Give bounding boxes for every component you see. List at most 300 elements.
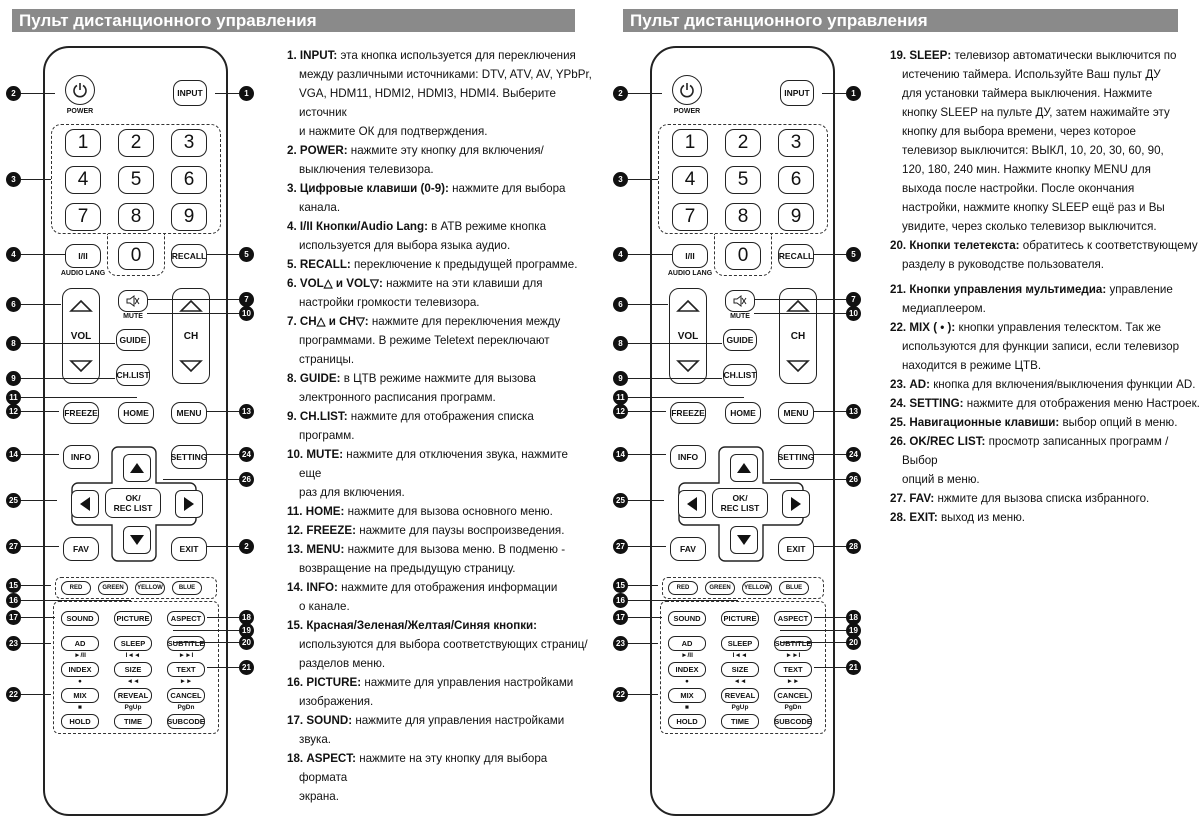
callout-4: 4: [6, 247, 21, 262]
ff-label: ►►: [179, 678, 193, 685]
description-line: [287, 749, 592, 787]
item-text: нажмите для отображения меню Настроек.: [963, 397, 1200, 410]
sleep-button[interactable]: SLEEP: [114, 636, 152, 651]
fav-button[interactable]: FAV: [670, 537, 706, 561]
callout-6: 6: [6, 297, 21, 312]
item-term: MIX ( • ):: [909, 321, 956, 334]
callout-line: [21, 304, 61, 305]
description-line: [890, 280, 1200, 299]
description-line: [287, 369, 592, 388]
callout-line: [814, 454, 846, 455]
recall-button[interactable]: RECALL: [778, 244, 814, 268]
description-item: [287, 521, 592, 540]
audio-lang-button[interactable]: I/II: [672, 244, 708, 268]
home-button[interactable]: HOME: [118, 402, 154, 424]
digit-6-button[interactable]: 6: [171, 166, 207, 194]
description-line: [890, 394, 1200, 413]
input-button[interactable]: INPUT: [780, 80, 814, 106]
play-label: ►/II: [681, 652, 693, 659]
callout-line: [207, 254, 239, 255]
rec-label: ●: [78, 678, 82, 685]
digit-3-button[interactable]: 3: [778, 129, 814, 157]
sound-button[interactable]: SOUND: [668, 611, 706, 626]
item-continuation: истечению таймера. Используйте Ваш пульт ДУ: [902, 68, 1161, 81]
right-page: [600, 0, 1200, 829]
item-continuation: настройки громкости телевизора.: [299, 296, 480, 309]
item-text: нажмите для управления настройками: [361, 676, 574, 689]
item-term: ASPECT:: [306, 752, 356, 765]
digit-2-button[interactable]: 2: [118, 129, 154, 157]
callout-line: [770, 479, 846, 480]
nav-right-button[interactable]: [175, 490, 203, 518]
callout-11: 11: [6, 390, 21, 405]
item-number: 4.: [287, 220, 297, 233]
reveal-button[interactable]: REVEAL: [721, 688, 759, 703]
time-button[interactable]: TIME: [721, 714, 759, 729]
item-term: RECALL:: [299, 258, 351, 271]
description-item: [287, 407, 592, 445]
aspect-button[interactable]: ASPECT: [774, 611, 812, 626]
arrow-up-icon: [737, 463, 751, 473]
callout-15: 15: [6, 578, 21, 593]
subtitle-button[interactable]: SUBTITLE: [774, 636, 812, 651]
callout-21: 21: [239, 660, 254, 675]
callout-10: 10: [846, 306, 861, 321]
size-button[interactable]: SIZE: [114, 662, 152, 677]
item-number: 18.: [287, 752, 304, 765]
item-number: 11.: [287, 505, 303, 518]
digit-5-button[interactable]: 5: [725, 166, 761, 194]
callout-27: 27: [6, 539, 21, 554]
callout-line: [173, 630, 239, 631]
menu-button[interactable]: MENU: [778, 402, 814, 424]
item-continuation: звука.: [299, 733, 332, 746]
arrow-down-icon: [130, 535, 144, 545]
callout-line: [814, 667, 846, 668]
callout-line: [754, 313, 846, 314]
callout-16: 16: [6, 593, 21, 608]
freeze-button[interactable]: FREEZE: [63, 402, 99, 424]
power-icon: [679, 82, 695, 98]
digit-3-button[interactable]: 3: [171, 129, 207, 157]
callout-17: 17: [613, 610, 628, 625]
callout-9: 9: [613, 371, 628, 386]
item-term: Красная/Зеленая/Желтая/Синяя кнопки:: [306, 619, 537, 632]
pgdn-label: PgDn: [784, 704, 802, 711]
item-number: 8.: [287, 372, 297, 385]
item-continuation: кнопку для выбора времени, через которое: [902, 125, 1136, 138]
description-line: [287, 711, 592, 730]
item-text: нажмите для переключения между: [368, 315, 561, 328]
item-number: 25.: [890, 416, 907, 429]
item-continuation: изображения.: [299, 695, 374, 708]
callout-7: 7: [239, 292, 254, 307]
description-list: [287, 46, 592, 806]
item-number: 9.: [287, 410, 297, 423]
description-item: [287, 141, 592, 179]
callout-21: 21: [846, 660, 861, 675]
setting-button[interactable]: SETTING: [171, 445, 207, 469]
digit-0-button[interactable]: 0: [118, 242, 154, 270]
item-continuation: телевизор выключится: ВЫКЛ, 10, 20, 30, 60, 90,: [902, 144, 1164, 157]
volume-down-icon: [676, 359, 700, 373]
callout-line: [628, 694, 658, 695]
setting-button[interactable]: SETTING: [778, 445, 814, 469]
recall-button[interactable]: RECALL: [171, 244, 207, 268]
item-number: 21.: [890, 283, 907, 296]
item-text: управление: [1106, 283, 1173, 296]
sound-button[interactable]: SOUND: [61, 611, 99, 626]
callout-line: [822, 93, 846, 94]
callout-9: 9: [6, 371, 21, 386]
rec-label: ●: [685, 678, 689, 685]
callout-13: 13: [846, 404, 861, 419]
ok-reclist-button[interactable]: [105, 488, 161, 518]
audio-lang-label: AUDIO LANG: [60, 270, 106, 277]
nav-left-button[interactable]: [678, 490, 706, 518]
description-line: [287, 46, 592, 65]
item-text: выбор опций в меню.: [1059, 416, 1178, 429]
item-text: кнопка для включения/выключения функции AD.: [929, 378, 1196, 391]
vol-label: VOL: [70, 330, 92, 342]
description-line: [890, 375, 1200, 394]
callout-line: [21, 454, 59, 455]
callout-23: 23: [613, 636, 628, 651]
volume-rocker[interactable]: [62, 288, 100, 384]
digit-1-button[interactable]: 1: [672, 129, 708, 157]
callout-line: [814, 254, 846, 255]
item-number: 19.: [890, 49, 907, 62]
callout-15: 15: [613, 578, 628, 593]
input-button[interactable]: INPUT: [173, 80, 207, 106]
menu-button[interactable]: MENU: [171, 402, 207, 424]
item-continuation: о канале.: [299, 600, 350, 613]
item-continuation: VGA, HDM11, HDMI2, HDMI3, HDMI4. Выберите источник: [299, 87, 556, 119]
picture-button[interactable]: PICTURE: [114, 611, 152, 626]
item-continuation: программами. В режиме Teletext переключают: [299, 334, 550, 347]
callout-line: [21, 378, 115, 379]
description-item: [287, 711, 592, 749]
nav-down-button[interactable]: [730, 526, 758, 554]
callout-line: [215, 93, 239, 94]
callout-5: 5: [239, 247, 254, 262]
description-line: [890, 432, 1200, 470]
aspect-button[interactable]: ASPECT: [167, 611, 205, 626]
item-continuation: опций в меню.: [902, 473, 980, 486]
description-item: [890, 46, 1200, 236]
description-line: [890, 318, 1200, 337]
index-button[interactable]: INDEX: [61, 662, 99, 677]
item-continuation: выключения телевизора.: [299, 163, 434, 176]
channel-rocker[interactable]: [779, 288, 817, 384]
home-button[interactable]: HOME: [725, 402, 761, 424]
item-continuation: настройки, нажмите кнопку SLEEP ещё раз и Вы: [902, 201, 1165, 214]
callout-line: [628, 546, 666, 547]
item-term: MUTE:: [306, 448, 344, 461]
item-number: 2.: [287, 144, 297, 157]
nav-left-button[interactable]: [71, 490, 99, 518]
exit-button[interactable]: EXIT: [778, 537, 814, 561]
ok-reclist-button[interactable]: [712, 488, 768, 518]
description-line: [287, 616, 592, 635]
callout-28: 28: [846, 539, 861, 554]
description-item: [287, 217, 592, 255]
callout-14: 14: [6, 447, 21, 462]
digit-4-button[interactable]: 4: [672, 166, 708, 194]
item-term: Кнопки телетекста:: [909, 239, 1020, 252]
fav-button[interactable]: FAV: [63, 537, 99, 561]
callout-line: [628, 600, 738, 601]
item-term: Кнопки управления мультимедиа:: [909, 283, 1107, 296]
chlist-button[interactable]: CH.LIST: [723, 364, 757, 386]
next-label: ►►I: [785, 652, 801, 659]
index-button[interactable]: INDEX: [668, 662, 706, 677]
channel-rocker[interactable]: [172, 288, 210, 384]
item-term: GUIDE:: [299, 372, 341, 385]
description-line: [287, 407, 592, 445]
mute-button[interactable]: [118, 290, 148, 312]
callout-line: [147, 313, 239, 314]
ff-label: ►►: [786, 678, 800, 685]
sleep-button[interactable]: SLEEP: [721, 636, 759, 651]
description-line: [287, 217, 592, 236]
color-green-button[interactable]: GREEN: [98, 581, 128, 595]
callout-1: 1: [239, 86, 254, 101]
callout-7: 7: [846, 292, 861, 307]
callout-23: 23: [6, 636, 21, 651]
description-line: [287, 255, 592, 274]
power-label: POWER: [673, 108, 701, 115]
ch-label: CH: [790, 330, 806, 342]
item-text: нжмите для вызова списка избранного.: [934, 492, 1150, 505]
page-title: Пульт дистанционного управления: [623, 9, 1178, 32]
callout-1: 1: [846, 86, 861, 101]
ad-button[interactable]: AD: [61, 636, 99, 651]
color-green-button[interactable]: GREEN: [705, 581, 735, 595]
channel-down-icon: [786, 359, 810, 373]
item-continuation: используются для функции записи, если телевизор: [902, 340, 1180, 353]
mix-button[interactable]: MIX: [668, 688, 706, 703]
callout-16: 16: [613, 593, 628, 608]
item-continuation: экрана.: [299, 790, 339, 803]
item-continuation: используются для выбора соответствующих страниц/: [299, 638, 588, 651]
description-item: [890, 489, 1200, 508]
exit-button[interactable]: EXIT: [171, 537, 207, 561]
callout-8: 8: [613, 336, 628, 351]
arrow-left-icon: [687, 497, 697, 511]
description-item: [287, 369, 592, 407]
digit-5-button[interactable]: 5: [118, 166, 154, 194]
callout-line: [628, 254, 672, 255]
item-number: 14.: [287, 581, 304, 594]
description-item: [890, 394, 1200, 413]
item-continuation: находится в режиме ЦТВ.: [902, 359, 1042, 372]
power-button[interactable]: [65, 75, 95, 105]
nav-down-button[interactable]: [123, 526, 151, 554]
ad-button[interactable]: AD: [668, 636, 706, 651]
item-continuation: для установки таймера выключения. Нажмите: [902, 87, 1153, 100]
callout-18: 18: [846, 610, 861, 625]
hold-button[interactable]: HOLD: [61, 714, 99, 729]
color-yellow-button[interactable]: YELLOW: [135, 581, 165, 595]
audio-lang-label: AUDIO LANG: [667, 270, 713, 277]
item-continuation: кнопку SLEEP на пульте ДУ, затем нажимайте эту: [902, 106, 1170, 119]
description-line: [890, 46, 1200, 65]
volume-up-icon: [676, 299, 700, 313]
pgdn-label: PgDn: [177, 704, 195, 711]
item-text: в АТВ режиме кнопка: [427, 220, 547, 233]
item-text: нажмите для отображения информации: [337, 581, 558, 594]
color-red-button[interactable]: RED: [668, 581, 698, 595]
cancel-button[interactable]: CANCEL: [167, 688, 205, 703]
item-number: 12.: [287, 524, 304, 537]
item-number: 15.: [287, 619, 304, 632]
digit-2-button[interactable]: 2: [725, 129, 761, 157]
time-button[interactable]: TIME: [114, 714, 152, 729]
nav-up-button[interactable]: [730, 454, 758, 482]
info-button[interactable]: INFO: [670, 445, 706, 469]
nav-right-button[interactable]: [782, 490, 810, 518]
arrow-left-icon: [80, 497, 90, 511]
item-term: I/II Кнопки/Audio Lang:: [299, 220, 428, 233]
digit-9-button[interactable]: 9: [778, 203, 814, 231]
audio-lang-button[interactable]: I/II: [65, 244, 101, 268]
description-item: [287, 179, 592, 217]
description-line: [287, 540, 592, 559]
item-text: нажмите эту кнопку для включения/: [347, 144, 544, 157]
description-item: [287, 274, 592, 312]
callout-line: [21, 617, 55, 618]
digit-1-button[interactable]: 1: [65, 129, 101, 157]
callout-19: 19: [239, 623, 254, 638]
item-number: 5.: [287, 258, 297, 271]
description-item: [890, 432, 1200, 489]
item-text: нажмите для вызова основного меню.: [344, 505, 553, 518]
description-item: [287, 749, 592, 806]
reveal-button[interactable]: REVEAL: [114, 688, 152, 703]
stop-label: ■: [685, 704, 689, 711]
hold-button[interactable]: HOLD: [668, 714, 706, 729]
size-button[interactable]: SIZE: [721, 662, 759, 677]
callout-19: 19: [846, 623, 861, 638]
item-text: нажмите для отключения звука, нажмите еще: [299, 448, 568, 480]
color-blue-button[interactable]: BLUE: [172, 581, 202, 595]
text-button[interactable]: TEXT: [774, 662, 812, 677]
digit-8-button[interactable]: 8: [118, 203, 154, 231]
digit-6-button[interactable]: 6: [778, 166, 814, 194]
info-button[interactable]: INFO: [63, 445, 99, 469]
item-term: EXIT:: [909, 511, 938, 524]
callout-line: [207, 667, 239, 668]
color-blue-button[interactable]: BLUE: [779, 581, 809, 595]
callout-line: [21, 343, 115, 344]
page-title: Пульт дистанционного управления: [12, 9, 575, 32]
item-text: нажмите для управления настройками: [352, 714, 565, 727]
guide-button[interactable]: GUIDE: [723, 329, 757, 351]
callout-line: [207, 617, 239, 618]
callout-line: [628, 411, 666, 412]
item-term: CH△ и CH▽:: [299, 315, 369, 328]
picture-button[interactable]: PICTURE: [721, 611, 759, 626]
color-yellow-button[interactable]: YELLOW: [742, 581, 772, 595]
freeze-button[interactable]: FREEZE: [670, 402, 706, 424]
remote-control: [650, 46, 835, 816]
callout-line: [21, 585, 51, 586]
description-item: [287, 312, 592, 369]
callout-line: [21, 411, 59, 412]
callout-line: [207, 546, 239, 547]
arrow-right-icon: [791, 497, 801, 511]
pgup-label: PgUp: [124, 704, 142, 711]
description-item: [890, 280, 1200, 318]
callout-line: [628, 643, 658, 644]
subcode-button[interactable]: SUBCODE: [774, 714, 812, 729]
digit-7-button[interactable]: 7: [65, 203, 101, 231]
callout-line: [628, 500, 664, 501]
callout-line: [21, 93, 55, 94]
description-line: [287, 445, 592, 483]
description-line: [287, 673, 592, 692]
callout-25: 25: [613, 493, 628, 508]
callout-18: 18: [239, 610, 254, 625]
power-icon: [72, 82, 88, 98]
power-button[interactable]: [672, 75, 702, 105]
callout-line: [814, 617, 846, 618]
item-term: SLEEP:: [909, 49, 952, 62]
chlist-button[interactable]: CH.LIST: [116, 364, 150, 386]
item-text: кнопки управления телесктом. Так же: [955, 321, 1161, 334]
callout-11: 11: [613, 390, 628, 405]
callout-line: [628, 93, 662, 94]
callout-6: 6: [613, 297, 628, 312]
callout-line: [21, 600, 131, 601]
callout-2: 2: [613, 86, 628, 101]
digit-7-button[interactable]: 7: [672, 203, 708, 231]
item-number: 16.: [287, 676, 304, 689]
mute-button[interactable]: [725, 290, 755, 312]
item-continuation: страницы.: [299, 353, 355, 366]
text-button[interactable]: TEXT: [167, 662, 205, 677]
callout-2: 2: [6, 86, 21, 101]
digit-8-button[interactable]: 8: [725, 203, 761, 231]
subcode-button[interactable]: SUBCODE: [167, 714, 205, 729]
mix-button[interactable]: MIX: [61, 688, 99, 703]
prev-label: I◄◄: [732, 652, 748, 659]
cancel-button[interactable]: CANCEL: [774, 688, 812, 703]
guide-button[interactable]: GUIDE: [116, 329, 150, 351]
callout-line: [207, 411, 239, 412]
callout-3: 3: [613, 172, 628, 187]
digit-0-button[interactable]: 0: [725, 242, 761, 270]
nav-up-button[interactable]: [123, 454, 151, 482]
description-item: [287, 616, 592, 673]
digit-4-button[interactable]: 4: [65, 166, 101, 194]
callout-27: 27: [613, 539, 628, 554]
item-number: 23.: [890, 378, 907, 391]
callout-line: [814, 411, 846, 412]
color-red-button[interactable]: RED: [61, 581, 91, 595]
item-text: нажмите на эти клавиши для: [382, 277, 543, 290]
item-term: AD:: [909, 378, 930, 391]
volume-rocker[interactable]: [669, 288, 707, 384]
ok-label: OK/: [732, 493, 748, 503]
callout-12: 12: [613, 404, 628, 419]
item-continuation: и нажмите ОК для подтверждения.: [299, 125, 488, 138]
description-item: [890, 318, 1200, 375]
digit-9-button[interactable]: 9: [171, 203, 207, 231]
subtitle-button[interactable]: SUBTITLE: [167, 636, 205, 651]
callout-8: 8: [6, 336, 21, 351]
